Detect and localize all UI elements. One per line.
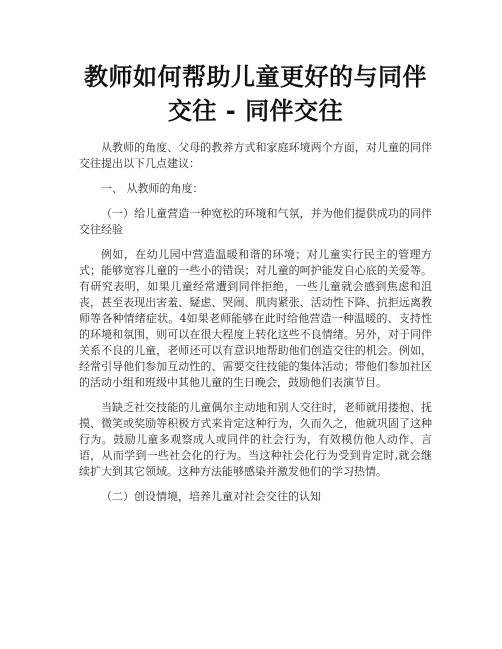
subsection-heading-2: （二）创设情境，培养儿童对社会交往的认知 xyxy=(101,490,321,503)
body-paragraph-2: 当缺乏社交技能的儿童偶尔主动地和别人交往时，老师就用搂抱、抚摸、微笑或奖励等积极方式来肯定这种行为，久而久之，他就巩固了这种行为。鼓励儿童多观察成人或同伴的社会行为，有效模仿他人动作、言语，从而学到一些社会化的行为。当这种社会化行为受到肯定时,就会继续扩大到其它领域。这种方法能够感染并激发他们的学习热情。 xyxy=(79,401,432,478)
intro-paragraph: 从教师的角度、父母的教养方式和家庭环境两个方面，对儿童的同伴交往提出以下几点建议： xyxy=(79,141,432,170)
title-line-2: 交往 - 同伴交往 xyxy=(167,97,344,125)
subsection-heading-1: （一）给儿童营造一种宽松的环境和气氛，并为他们提供成功的同伴交往经验 xyxy=(79,207,432,236)
document-title xyxy=(79,60,432,128)
document-body xyxy=(79,140,432,505)
section-heading-teacher: 一、 从教师的角度： xyxy=(101,182,204,195)
body-paragraph-1: 例如，在幼儿园中营造温暖和谐的环境；对儿童实行民主的管理方式；能够宽容儿童的一些小的错误；对儿童的呵护能发自心底的关爱等。有研究表明，如果儿童经常遭到同伴拒绝，一些儿童就会感到焦虑和沮丧，甚至表现出害羞、疑虑、哭闹、肌肉紧张、活动性下降、抗拒远离教师等各种情绪症状。4如果老师能够在此时给他营造一种温暖的、支持性的环境和氛围，则可以在很大程度上转化这些不良情绪。另外，对于同伴关系不良的儿童，老师还可以有意识地帮助他们创造交往的机会。例如，经常引导他们参加互动性的、需要交往技能的集体活动；带他们参加社区的活动小组和班级中其他儿童的生日晚会，鼓励他们表演节目。 xyxy=(79,248,432,389)
title-line-1: 教师如何帮助儿童更好的与同伴 xyxy=(84,63,427,91)
